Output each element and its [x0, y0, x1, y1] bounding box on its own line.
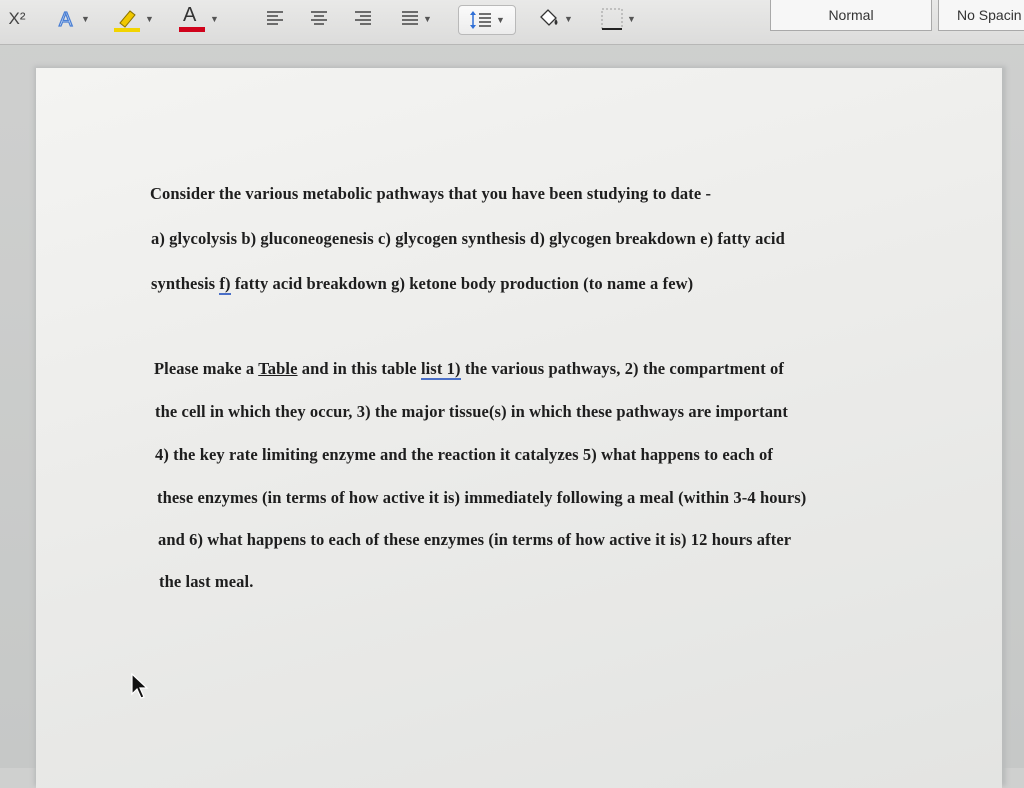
chevron-down-icon: ▼	[423, 14, 432, 24]
underlined-word: Table	[258, 359, 298, 378]
superscript-label: X²	[8, 9, 26, 28]
line-spacing-icon	[469, 10, 493, 30]
text-run: the various pathways, 2) the compartment of	[460, 359, 784, 378]
line-spacing-button[interactable]	[458, 5, 516, 35]
chevron-down-icon: ▼	[210, 14, 219, 24]
align-left-button[interactable]	[256, 4, 294, 34]
paint-bucket-icon	[535, 7, 561, 31]
chevron-down-icon: ▼	[564, 14, 573, 24]
style-no-spacing[interactable]	[938, 0, 1024, 31]
flagged-word: list 1)	[420, 359, 461, 378]
text-run: fatty acid breakdown g) ketone body production (to name a few)	[230, 274, 694, 293]
paragraph2-line6: the last meal.	[159, 572, 254, 591]
borders-button[interactable]	[590, 4, 646, 34]
chevron-down-icon: ▼	[81, 14, 90, 24]
font-color-label: A	[183, 4, 197, 26]
style-no-spacing-label: No Spacin	[957, 7, 1022, 23]
paragraph2-line1	[154, 359, 784, 379]
paragraph2-line3: 4) the key rate limiting enzyme and the reaction it catalyzes 5) what happens to each of	[155, 445, 773, 464]
mouse-pointer-icon	[130, 672, 150, 700]
borders-icon	[600, 7, 624, 31]
superscript-button[interactable]	[2, 4, 32, 34]
paragraph1-line1: Consider the various metabolic pathways that you have been studying to date -	[150, 184, 712, 203]
svg-text:A: A	[59, 9, 73, 30]
align-center-button[interactable]	[300, 4, 338, 34]
paragraph2-line4: these enzymes (in terms of how active it is) immediately following a meal (within 3-4 hours)	[157, 488, 807, 507]
text-effects-button[interactable]	[50, 4, 96, 34]
text-effects-icon	[56, 8, 78, 30]
text-run: Please make a	[154, 359, 259, 378]
text-run: and in this table	[297, 359, 421, 378]
paragraph2-line2: the cell in which they occur, 3) the major tissue(s) in which these pathways are important	[155, 402, 788, 421]
align-left-icon	[265, 10, 285, 28]
style-normal[interactable]	[770, 0, 932, 31]
align-right-icon	[353, 10, 373, 28]
paragraph2-line5: and 6) what happens to each of these enzymes (in terms of how active it is) 12 hours after	[158, 530, 792, 549]
highlighter-icon	[112, 5, 142, 33]
chevron-down-icon: ▼	[496, 15, 505, 25]
font-color-button[interactable]	[170, 4, 226, 34]
justify-button[interactable]	[390, 4, 442, 34]
formatting-toolbar	[0, 0, 1024, 45]
chevron-down-icon: ▼	[145, 14, 154, 24]
highlight-button[interactable]	[104, 4, 162, 34]
text-run: synthesis	[151, 274, 220, 293]
align-center-icon	[309, 10, 329, 28]
shading-button[interactable]	[526, 4, 582, 34]
paragraph1-line3	[151, 274, 693, 294]
flagged-word: f)	[219, 274, 231, 293]
document-page[interactable]	[36, 68, 1002, 788]
style-normal-label: Normal	[828, 7, 874, 23]
font-color-swatch	[179, 27, 205, 32]
align-right-button[interactable]	[344, 4, 382, 34]
justify-icon	[400, 10, 420, 28]
chevron-down-icon: ▼	[627, 14, 636, 24]
paragraph1-line2: a) glycolysis b) gluconeogenesis c) glycogen synthesis d) glycogen breakdown e) fatty acid	[151, 229, 785, 248]
